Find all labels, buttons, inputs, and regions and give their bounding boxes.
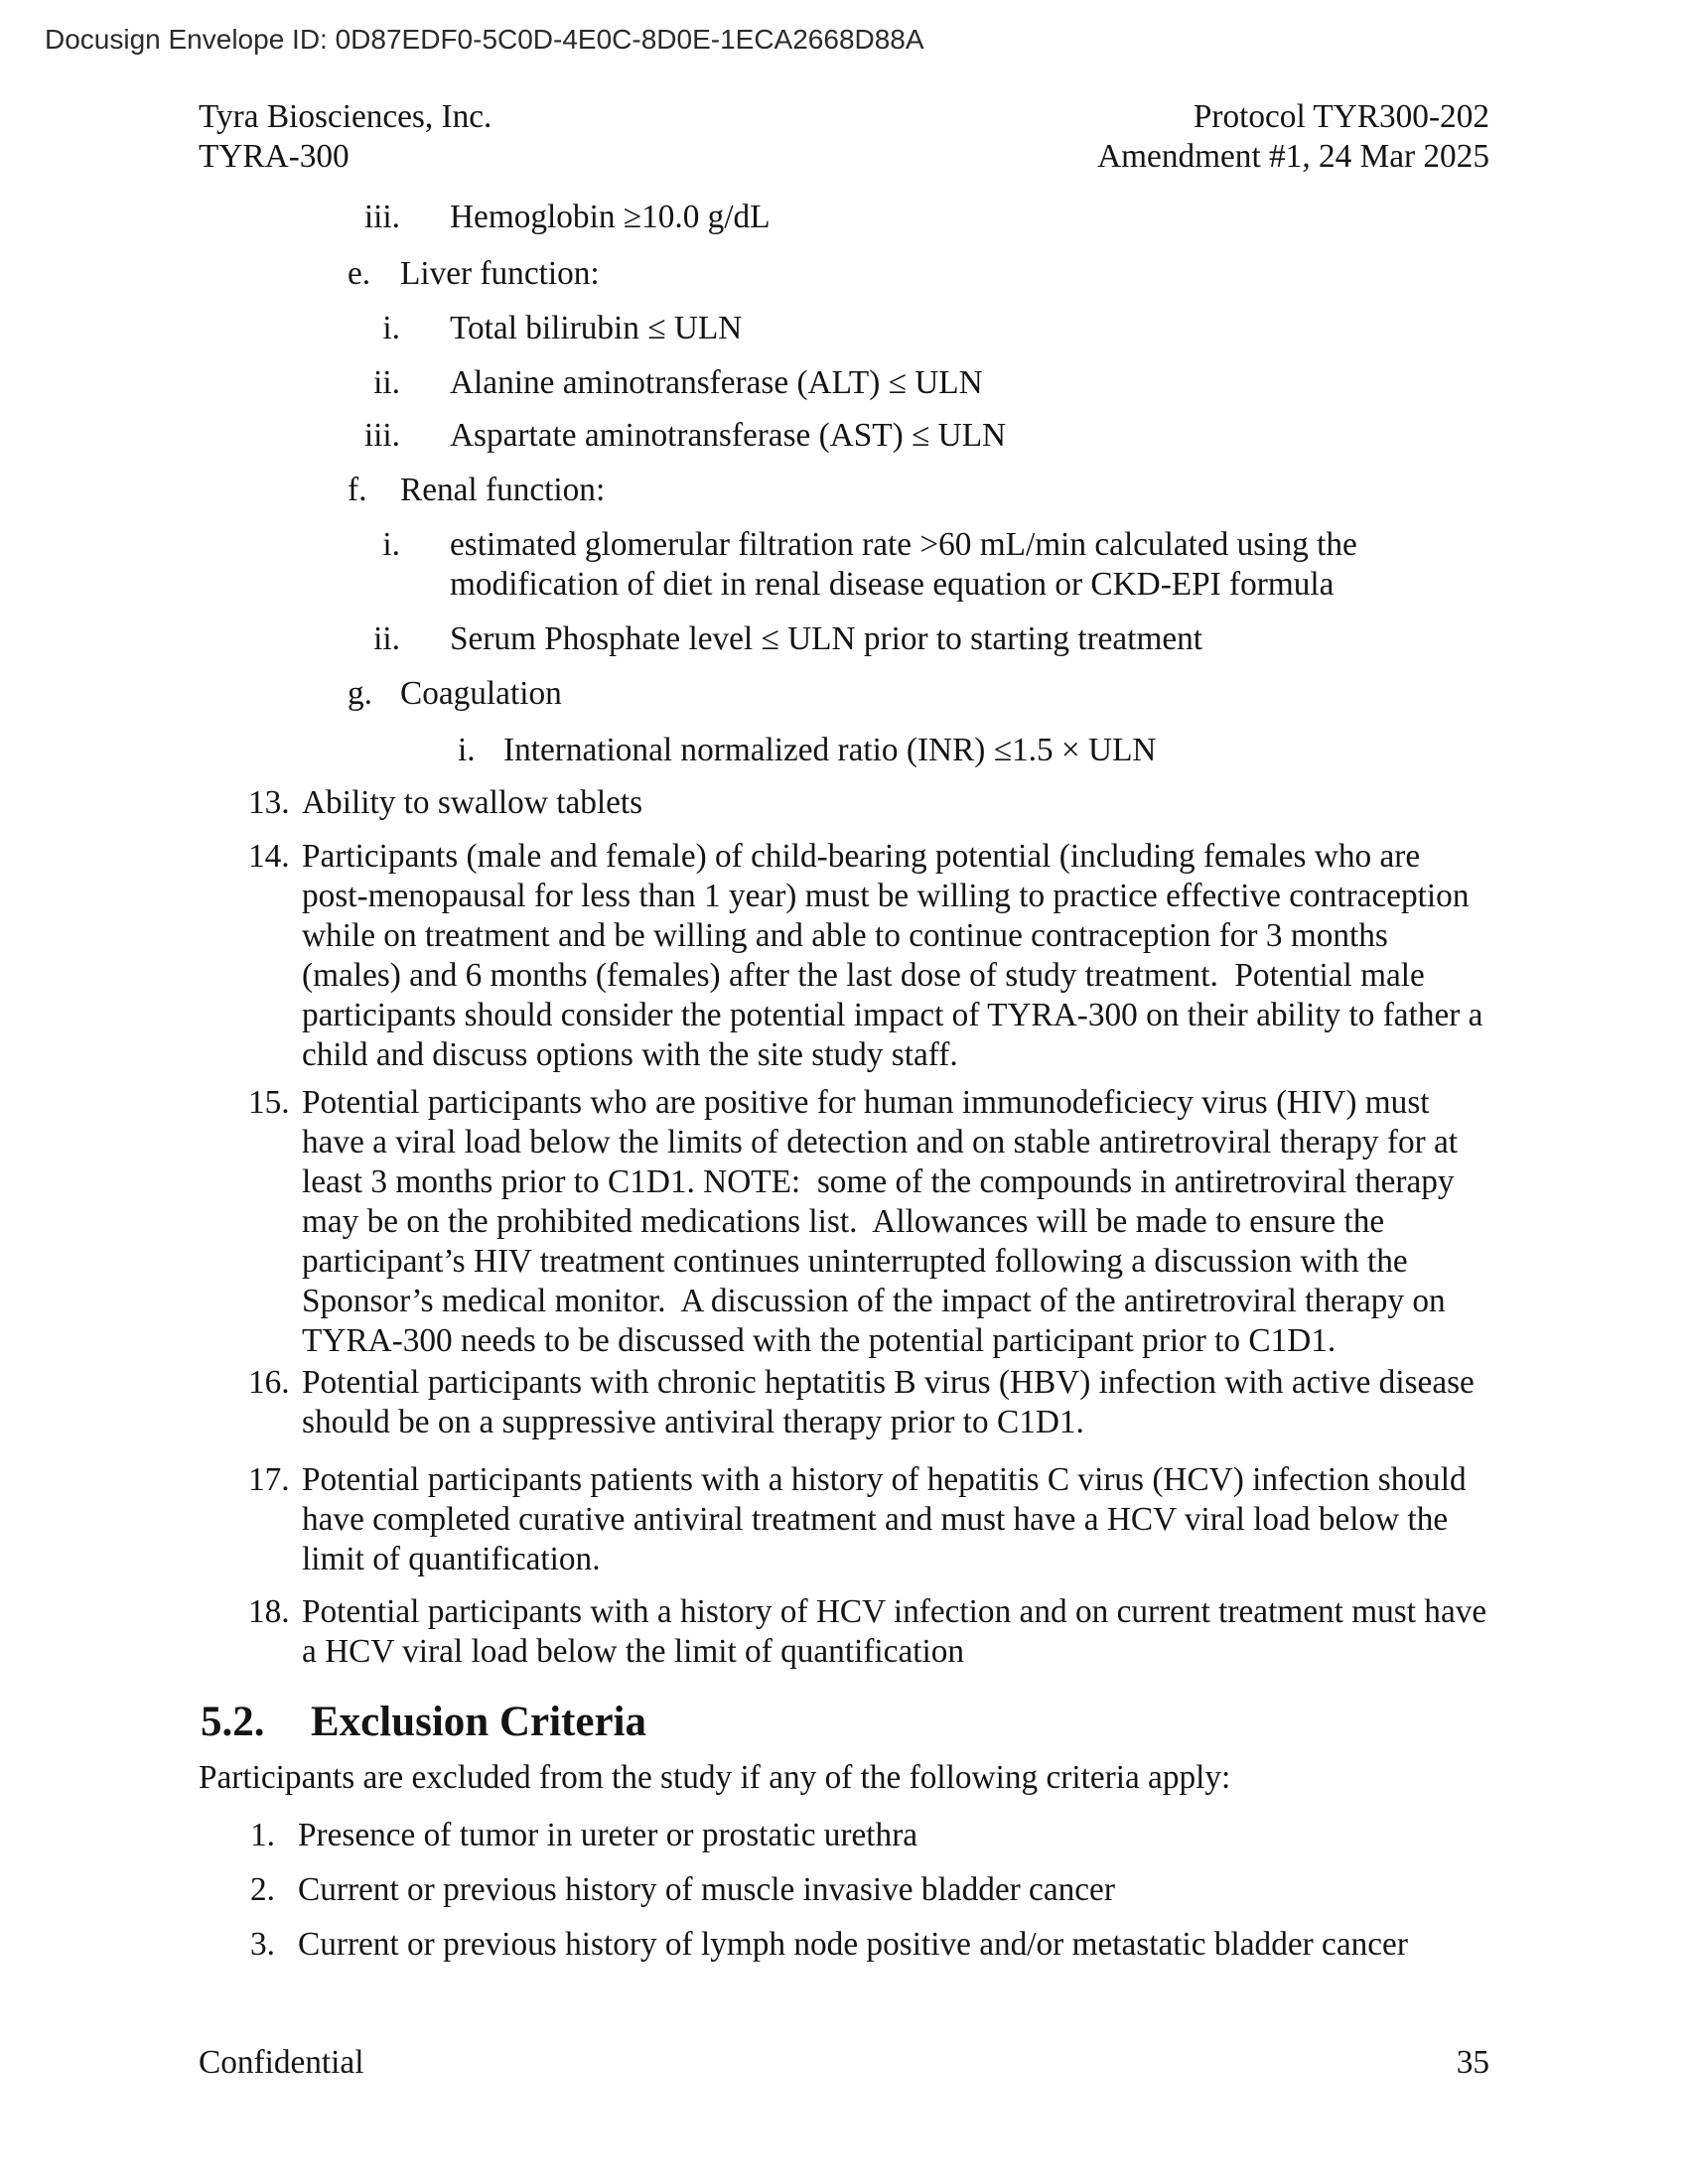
- list-item-text: Hemoglobin ≥10.0 g/dL: [450, 199, 771, 235]
- footer-page-number: 35: [1456, 2044, 1489, 2081]
- exclusion-item: [199, 1870, 1489, 1910]
- header-left: [199, 97, 492, 177]
- list-item-text: estimated glomerular filtration rate >60 mL/min calculated using the modification of diet in renal disease equation or CKD-EPI formula: [450, 526, 1366, 603]
- list-marker: g.: [348, 675, 372, 712]
- list-item-text: Potential participants with a history of HCV infection and on current treatment must have a HCV viral load below the limit of quantification: [302, 1593, 1495, 1670]
- inclusion-item: [199, 363, 1489, 403]
- list-marker: 14.: [248, 838, 290, 875]
- list-marker: 17.: [248, 1461, 290, 1498]
- list-marker: 1.: [250, 1817, 275, 1853]
- list-item-text: Potential participants patients with a history of hepatitis C virus (HCV) infection should have completed curative antiviral treatment and must have a HCV viral load below the limit of quantification.: [302, 1461, 1475, 1577]
- list-item-text: Presence of tumor in ureter or prostatic urethra: [298, 1817, 918, 1853]
- list-item-text: Potential participants with chronic heptatitis B virus (HBV) infection with active disease should be on a suppressive antiviral therapy prior to C1D1.: [302, 1364, 1483, 1440]
- header-right: [1097, 97, 1489, 177]
- inclusion-item: [199, 1083, 1489, 1361]
- inclusion-item: [199, 525, 1489, 605]
- list-item-text: Participants (male and female) of child-bearing potential (including females who are post-menopausal for less than 1 year) must be willing to practice effective contraception while on treatment and be willing and able to continue contraception for 3 months (males) and 6 months (females) after the last dose of study treatment. Potential male participants should consider the potential impact of TYRA-300 on their ability to father a child and discuss options with the site study staff.: [302, 838, 1491, 1073]
- page-footer: [199, 2043, 1489, 2083]
- inclusion-item: [199, 619, 1489, 659]
- inclusion-item: [199, 1460, 1489, 1579]
- list-marker: 15.: [248, 1084, 290, 1121]
- list-item-text: Ability to swallow tablets: [302, 784, 643, 821]
- list-marker: i.: [382, 310, 400, 346]
- section-heading-exclusion-criteria: [199, 1698, 1489, 1747]
- inclusion-item: [199, 674, 1489, 714]
- exclusion-item: [199, 1816, 1489, 1855]
- list-marker: ii.: [373, 620, 400, 657]
- inclusion-item: [199, 837, 1489, 1075]
- list-marker: 3.: [250, 1926, 275, 1963]
- header-protocol: Protocol TYR300-202: [1193, 98, 1489, 135]
- inclusion-item: [199, 1363, 1489, 1442]
- exclusion-item: [199, 1925, 1489, 1965]
- list-marker: e.: [348, 255, 371, 292]
- list-item-text: International normalized ratio (INR) ≤1.5 × ULN: [503, 732, 1157, 768]
- list-marker: i.: [382, 526, 400, 563]
- section-number: 5.2.: [201, 1699, 265, 1745]
- header-company: Tyra Biosciences, Inc.: [199, 98, 492, 135]
- footer-confidential: Confidential: [199, 2044, 364, 2081]
- list-item-text: Coagulation: [400, 675, 562, 712]
- list-marker: f.: [348, 472, 367, 508]
- exclusion-intro-paragraph: Participants are excluded from the study if any of the following criteria apply:: [199, 1759, 1231, 1796]
- list-marker: iii.: [363, 417, 400, 454]
- list-item-text: Liver function:: [400, 255, 600, 292]
- list-item-text: Alanine aminotransferase (ALT) ≤ ULN: [450, 364, 983, 401]
- list-item-text: Serum Phosphate level ≤ ULN prior to starting treatment: [450, 620, 1203, 657]
- inclusion-item: [199, 309, 1489, 348]
- list-item-text: Current or previous history of lymph node positive and/or metastatic bladder cancer: [298, 1926, 1408, 1963]
- inclusion-item: [199, 731, 1489, 770]
- list-item-text: Current or previous history of muscle invasive bladder cancer: [298, 1871, 1115, 1908]
- list-item-text: Potential participants who are positive for human immunodeficiecy virus (HIV) must have a viral load below the limits of detection and on stable antiretroviral therapy for at least 3 months prior to C1D1. NOTE: some of the compounds in antiretroviral therapy may be on the prohibited medications list. Allowances will be made to ensure the participant’s HIV treatment continues uninterrupted following a discussion with the Sponsor’s medical monitor. A discussion of the impact of the antiretroviral therapy on TYRA-300 needs to be discussed with the potential participant prior to C1D1.: [302, 1084, 1467, 1359]
- list-marker: 13.: [248, 784, 290, 821]
- list-item-text: Total bilirubin ≤ ULN: [450, 310, 743, 346]
- inclusion-item: [199, 416, 1489, 456]
- list-item-text: Renal function:: [400, 472, 606, 508]
- section-title: Exclusion Criteria: [311, 1699, 646, 1745]
- inclusion-item: [199, 471, 1489, 510]
- list-marker: ii.: [373, 364, 400, 401]
- list-marker: i.: [458, 732, 476, 768]
- inclusion-item: [199, 1592, 1495, 1672]
- header-amendment: Amendment #1, 24 Mar 2025: [1097, 138, 1489, 175]
- inclusion-item: [199, 254, 1489, 294]
- list-marker: 18.: [248, 1593, 290, 1630]
- list-marker: 2.: [250, 1871, 275, 1908]
- docusign-envelope-id: Docusign Envelope ID: 0D87EDF0-5C0D-4E0C-8D0E-1ECA2668D88A: [45, 24, 924, 55]
- inclusion-item: [199, 783, 1489, 823]
- header-drug: TYRA-300: [199, 138, 350, 175]
- list-marker: iii.: [363, 199, 400, 235]
- list-item-text: Aspartate aminotransferase (AST) ≤ ULN: [450, 417, 1007, 454]
- list-marker: 16.: [248, 1364, 290, 1401]
- inclusion-item: [199, 198, 1489, 237]
